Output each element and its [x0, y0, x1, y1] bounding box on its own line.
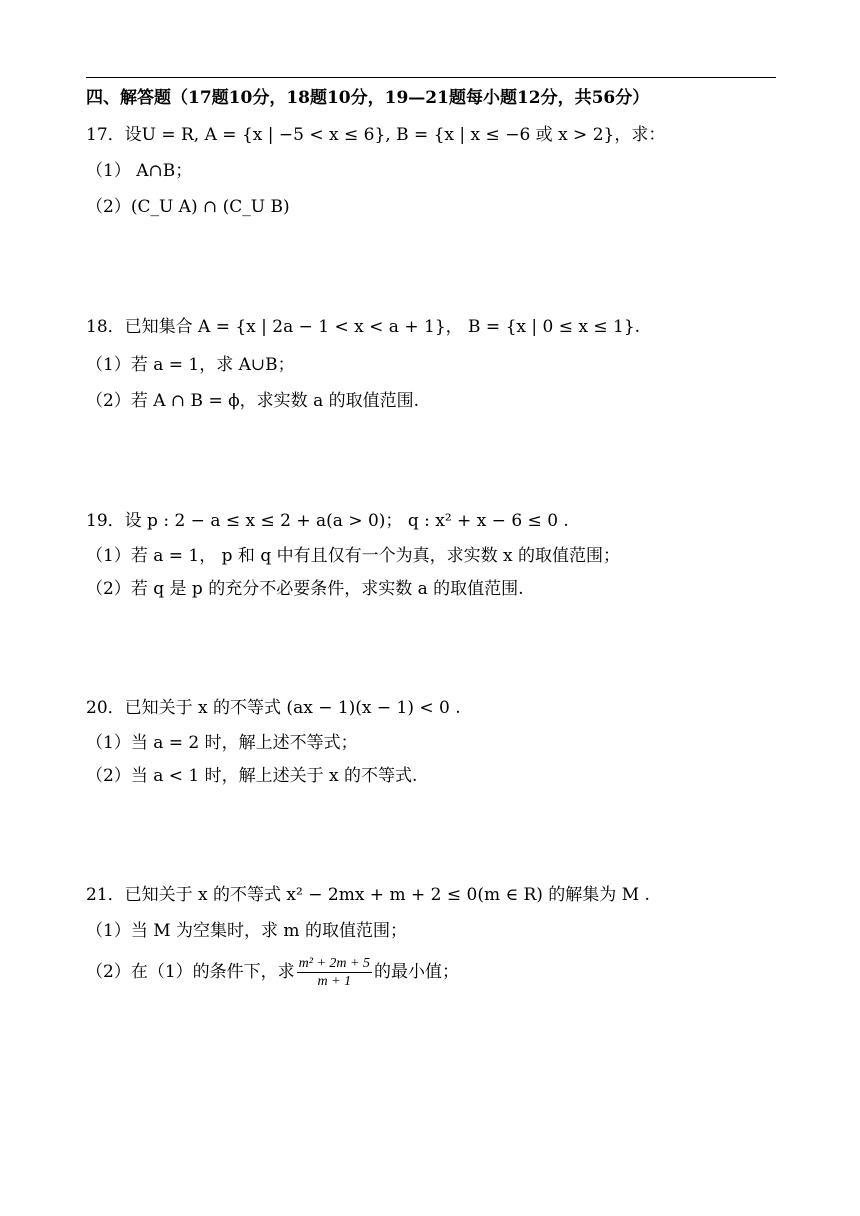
section-heading: 四、解答题（17题10分，18题10分，19—21题每小题12分，共56分）	[86, 88, 650, 108]
q21-fraction-denominator: m + 1	[317, 974, 352, 989]
q21-fraction-numerator: m² + 2m + 5	[298, 956, 370, 971]
q19-part1: （1）若 a = 1， p 和 q 中有且仅有一个为真，求实数 x 的取值范围；	[86, 546, 620, 566]
q21-part2-suffix: 的最小值；	[373, 962, 459, 982]
q17-part2: （2）(C_U A) ∩ (C_U B)	[86, 197, 290, 217]
q19-stem: 19．设 p : 2 − a ≤ x ≤ 2 + a(a > 0)； q : x² + x − 6 ≤ 0 .	[86, 511, 569, 531]
q18-part2: （2）若 A ∩ B = ϕ，求实数 a 的取值范围.	[86, 391, 420, 411]
top-rule	[86, 77, 776, 78]
q20-part2: （2）当 a < 1 时，解上述关于 x 的不等式.	[86, 766, 418, 786]
q20-stem: 20．已知关于 x 的不等式 (ax − 1)(x − 1) < 0 .	[86, 698, 461, 718]
q18-part1: （1）若 a = 1，求 A∪B；	[86, 355, 295, 375]
q21-fraction	[297, 955, 372, 990]
q21-part2-prefix: （2）在（1）的条件下，求	[86, 962, 295, 982]
q17-part1: （1） A∩B；	[86, 161, 193, 181]
q19-part2: （2）若 q 是 p 的充分不必要条件，求实数 a 的取值范围.	[86, 579, 524, 599]
q21-part1: （1）当 M 为空集时，求 m 的取值范围；	[86, 921, 407, 941]
q17-stem: 17．设U = R, A = {x | −5 < x ≤ 6}, B = {x | x ≤ −6 或 x > 2}，求：	[86, 125, 666, 145]
q18-stem: 18．已知集合 A = {x | 2a − 1 < x < a + 1}， B = {x | 0 ≤ x ≤ 1}.	[86, 317, 641, 337]
q20-part1: （1）当 a = 2 时，解上述不等式；	[86, 733, 358, 753]
q21-part2	[86, 953, 459, 991]
q21-stem: 21．已知关于 x 的不等式 x² − 2mx + m + 2 ≤ 0(m ∈ R) 的解集为 M .	[86, 885, 650, 905]
